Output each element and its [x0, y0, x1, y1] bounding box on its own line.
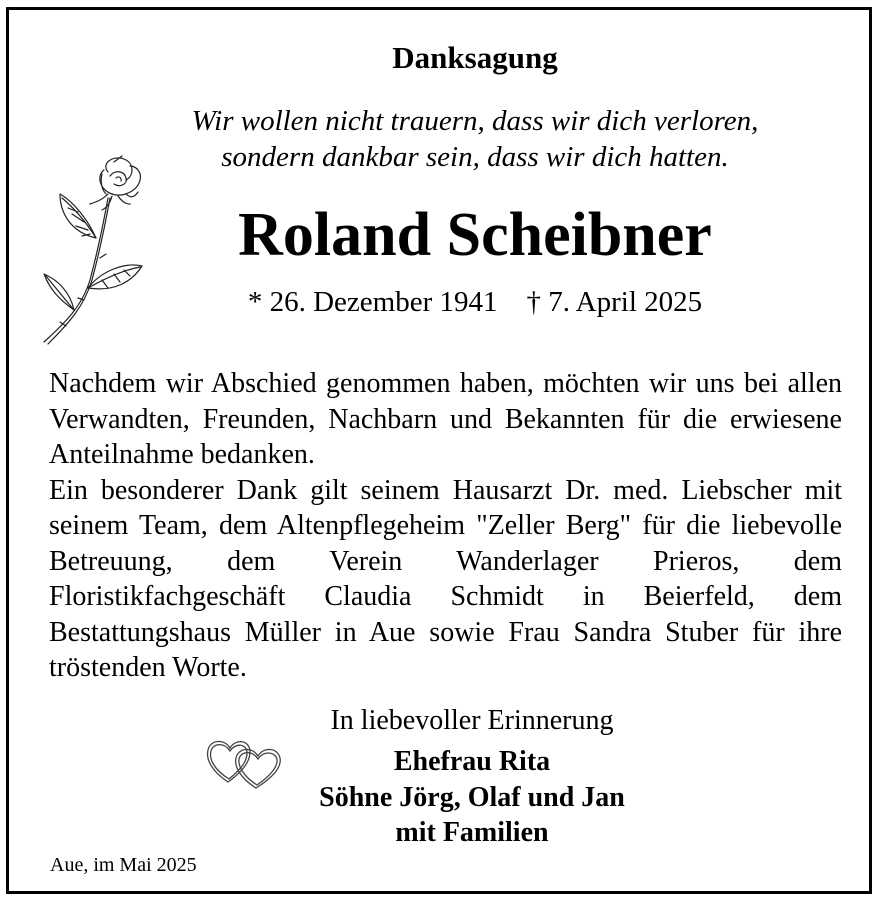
signer-families: mit Familien: [395, 817, 549, 848]
death-date: † 7. April 2025: [526, 286, 703, 318]
heading: Danksagung: [392, 40, 558, 75]
signer-wife: Ehefrau Rita: [393, 746, 551, 777]
deceased-name: Roland Scheibner: [238, 201, 712, 269]
closing-line: In liebevoller Erinnerung: [330, 705, 614, 736]
place-date: Aue, im Mai 2025: [50, 854, 197, 876]
signers: [272, 744, 672, 851]
birth-date: * 26. Dezember 1941: [247, 286, 498, 318]
body-text: [49, 366, 842, 686]
paragraph-2: Ein besonderer Dank gilt seinem Hausarzt Dr. med. Liebscher mit seinem Team, dem Altenpflegeheim "Zeller Berg" für die liebevolle Betreuung, dem Verein Wanderlager Prieros, dem Floristikfachgeschäft Claudia Schmidt in Beierfeld, dem Bestattungshaus Müller in Aue sowie Frau Sandra Stuber für ihre tröstenden Worte.: [49, 474, 842, 683]
signer-sons: Söhne Jörg, Olaf und Jan: [319, 781, 625, 813]
paragraph-1: Nachdem wir Abschied genommen haben, möchten wir uns bei allen Verwandten, Freunden, Nachbarn und Bekannten für die erwiesene Anteilnahme bedanken.: [49, 368, 842, 470]
motto-line-1: Wir wollen nicht trauern, dass wir dich verloren,: [191, 105, 759, 137]
rose-icon: [30, 150, 150, 355]
motto-line-2: sondern dankbar sein, dass wir dich hatten.: [221, 141, 729, 173]
